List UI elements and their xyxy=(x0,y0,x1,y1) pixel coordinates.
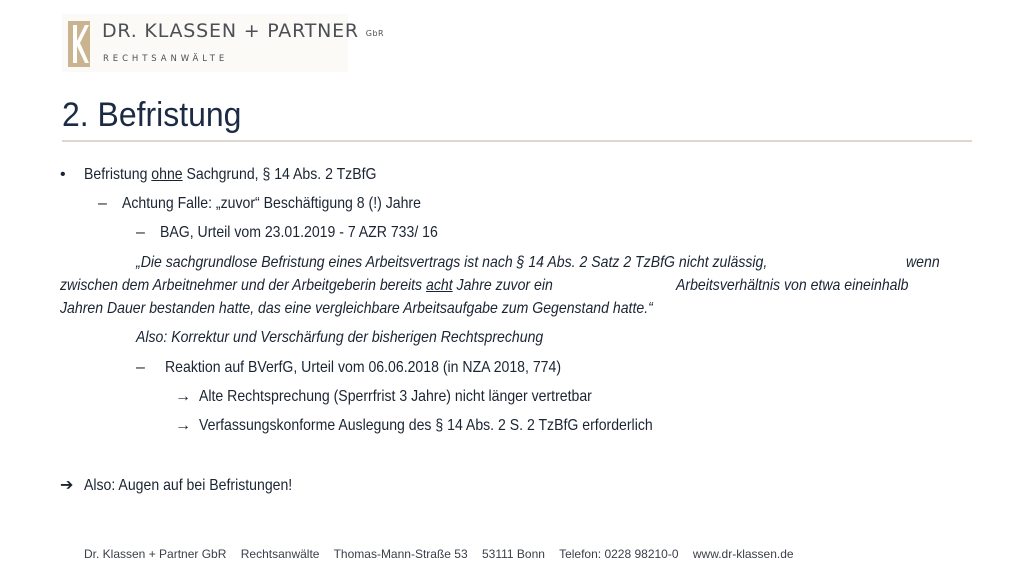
line1-underlined: ohne xyxy=(151,166,183,183)
reaktion-line: Reaktion auf BVerfG, Urteil vom 06.06.2018 (in NZA 2018, 774) xyxy=(165,359,562,376)
arrow-right-icon: → xyxy=(175,388,191,405)
arrow-right-icon: → xyxy=(175,417,191,434)
dash-marker: – xyxy=(136,224,145,241)
footer-city: 53111 Bonn xyxy=(482,547,545,561)
quote-line-3: Jahren Dauer bestanden hatte, das eine vergleichbare Arbeitsaufgabe zum Gegenstand hatte.“ xyxy=(60,300,653,317)
also-korrektur-line: Also: Korrektur und Verschärfung der bisherigen Rechtsprechung xyxy=(136,329,544,346)
quote2-underlined: acht xyxy=(426,277,453,294)
footer-street: Thomas-Mann-Straße 53 xyxy=(333,547,468,561)
sub-line-bag: BAG, Urteil vom 23.01.2019 - 7 AZR 733/ 16 xyxy=(160,224,438,241)
logo-subtitle: RECHTSANWÄLTE xyxy=(103,54,229,64)
quote-line-1: „Die sachgrundlose Befristung eines Arbeitsvertrags ist nach § 14 Abs. 2 Satz 2 TzBfG nicht zulässig, xyxy=(136,254,768,271)
final-line: Also: Augen auf bei Befristungen! xyxy=(84,477,293,494)
arrow-line-1: Alte Rechtsprechung (Sperrfrist 3 Jahre) nicht länger vertretbar xyxy=(199,388,592,405)
footer xyxy=(84,547,805,561)
dash-marker: – xyxy=(98,195,107,212)
firm-logo xyxy=(62,14,385,72)
sub-line-achtung: Achtung Falle: „zuvor“ Beschäftigung 8 (!) Jahre xyxy=(122,195,421,212)
quote-line-2-end: Arbeitsverhältnis von etwa eineinhalb xyxy=(676,277,909,294)
quote-line-1-end: wenn xyxy=(906,254,940,271)
footer-profession: Rechtsanwälte xyxy=(240,547,320,561)
quote2-pre: zwischen dem Arbeitnehmer und der Arbeitgeberin bereits xyxy=(60,277,427,294)
arrow-line-2: Verfassungskonforme Auslegung des § 14 Abs. 2 S. 2 TzBfG erforderlich xyxy=(199,417,653,434)
bold-arrow-icon: ➔ xyxy=(60,477,74,494)
logo-suffix: GbR xyxy=(365,29,385,38)
quote-line-2 xyxy=(60,276,553,296)
logo-firm-name xyxy=(102,20,384,42)
page-title: 2. Befristung xyxy=(62,96,242,134)
footer-firm: Dr. Klassen + Partner GbR xyxy=(84,547,227,561)
line1-post: Sachgrund, § 14 Abs. 2 TzBfG xyxy=(182,166,377,183)
bullet-marker: • xyxy=(60,166,66,183)
line1-pre: Befristung xyxy=(84,166,152,183)
footer-phone: Telefon: 0228 98210-0 xyxy=(559,547,679,561)
title-divider xyxy=(62,140,972,142)
logo-name-text: DR. KLASSEN + PARTNER xyxy=(102,20,359,42)
footer-website: www.dr-klassen.de xyxy=(692,547,794,561)
bullet-line-1 xyxy=(84,165,376,185)
dash-marker: – xyxy=(136,359,145,376)
k-logo-icon xyxy=(68,21,90,67)
quote2-post: Jahre zuvor ein xyxy=(452,277,553,294)
